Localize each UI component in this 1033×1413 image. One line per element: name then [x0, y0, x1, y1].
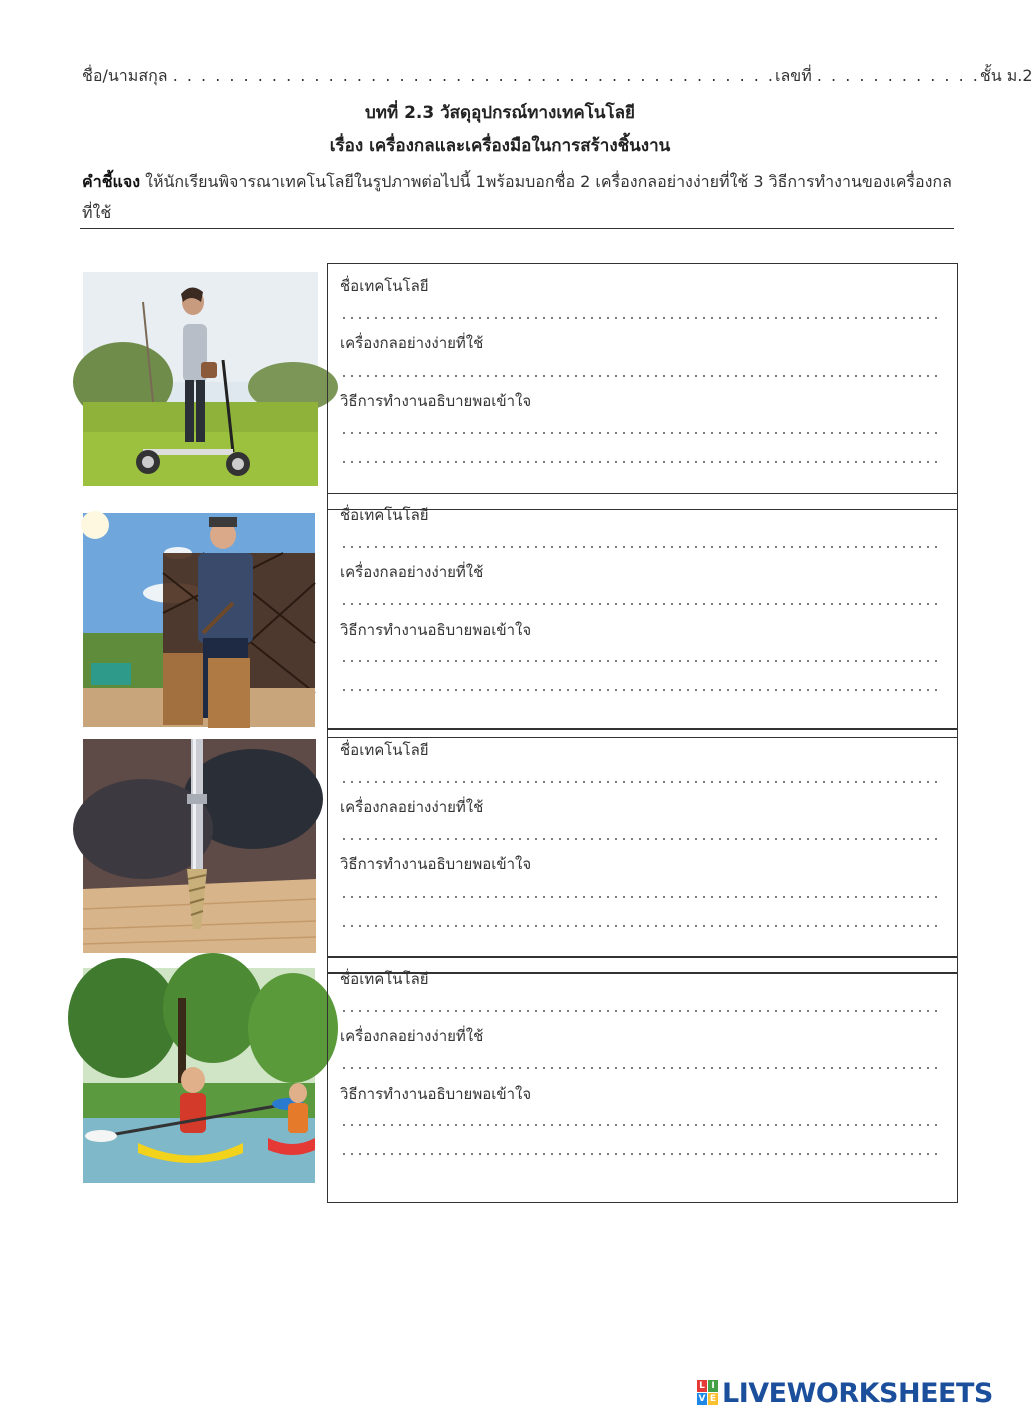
instructions-heading: คำชี้แจง	[82, 172, 141, 191]
instructions-text: ให้นักเรียนพิจารณาเทคโนโลยีในรูปภาพต่อไปนี้ 1พร้อมบอกชื่อ 2 เครื่องกลอย่างง่ายที่ใช้ 3 วิธีการทำงานของเครื่องกลที่ใช้	[82, 172, 952, 222]
electric-scooter-photo	[83, 272, 318, 486]
simple-machine-label: เครื่องกลอย่างง่ายที่ใช้	[340, 798, 484, 816]
simple-machine-input[interactable]	[340, 837, 940, 841]
tech-name-label: ชื่อเทคโนโลยี	[340, 277, 429, 295]
divider	[80, 228, 954, 229]
method-input[interactable]	[340, 895, 940, 899]
simple-machine-label: เครื่องกลอย่างง่ายที่ใช้	[340, 563, 484, 581]
liveworksheets-logo-icon: L I V E	[698, 1381, 717, 1404]
instructions	[82, 166, 952, 228]
method-input-line-2[interactable]	[340, 1152, 940, 1156]
method-label: วิธีการทำงานอธิบายพอเข้าใจ	[340, 621, 532, 639]
method-input-line-2[interactable]	[340, 460, 940, 464]
tech-name-input[interactable]	[340, 545, 940, 549]
method-input-line-2[interactable]	[340, 688, 940, 692]
liveworksheets-logo-text: LIVEWORKSHEETS	[722, 1377, 993, 1409]
name-field[interactable]: . . . . . . . . . . . . . . . . . . . . . . . . . . . . . . . . . . . . . . . . . . .	[172, 66, 775, 85]
simple-machine-label: เครื่องกลอย่างง่ายที่ใช้	[340, 334, 484, 352]
method-label: วิธีการทำงานอธิบายพอเข้าใจ	[340, 1085, 532, 1103]
method-input[interactable]	[340, 659, 940, 663]
tech-name-input[interactable]	[340, 316, 940, 320]
method-input[interactable]	[340, 1123, 940, 1127]
method-label: วิธีการทำงานอธิบายพอเข้าใจ	[340, 855, 532, 873]
simple-machine-label: เครื่องกลอย่างง่ายที่ใช้	[340, 1027, 484, 1045]
axe-chopping-wood-photo	[83, 513, 315, 727]
method-label: วิธีการทำงานอธิบายพอเข้าใจ	[340, 392, 532, 410]
liveworksheets-logo	[697, 1376, 993, 1410]
number-label: เลขที่	[775, 66, 812, 85]
tech-name-label: ชื่อเทคโนโลยี	[340, 506, 429, 524]
simple-machine-input[interactable]	[340, 1066, 940, 1070]
screwdriver-screw-photo	[83, 739, 316, 953]
kayak-paddle-photo	[83, 968, 315, 1183]
simple-machine-input[interactable]	[340, 374, 940, 378]
method-input[interactable]	[340, 431, 940, 435]
name-label: ชื่อ/นามสกุล	[82, 66, 168, 85]
lesson-title: บทที่ 2.3 วัสดุอุปกรณ์ทางเทคโนโลยี	[364, 103, 636, 123]
class-label: ชั้น ม.2	[979, 66, 1033, 85]
lesson-subtitle: เรื่อง เครื่องกลและเครื่องมือในการสร้างชิ้นงาน	[329, 136, 671, 156]
tech-name-input[interactable]	[340, 780, 940, 784]
method-input-line-2[interactable]	[340, 924, 940, 928]
simple-machine-input[interactable]	[340, 602, 940, 606]
tech-name-label: ชื่อเทคโนโลยี	[340, 741, 429, 759]
tech-name-input[interactable]	[340, 1009, 940, 1013]
number-field[interactable]: . . . . . . . . . . . .	[816, 66, 980, 85]
student-info-line	[82, 64, 1033, 89]
tech-name-label: ชื่อเทคโนโลยี	[340, 970, 429, 988]
